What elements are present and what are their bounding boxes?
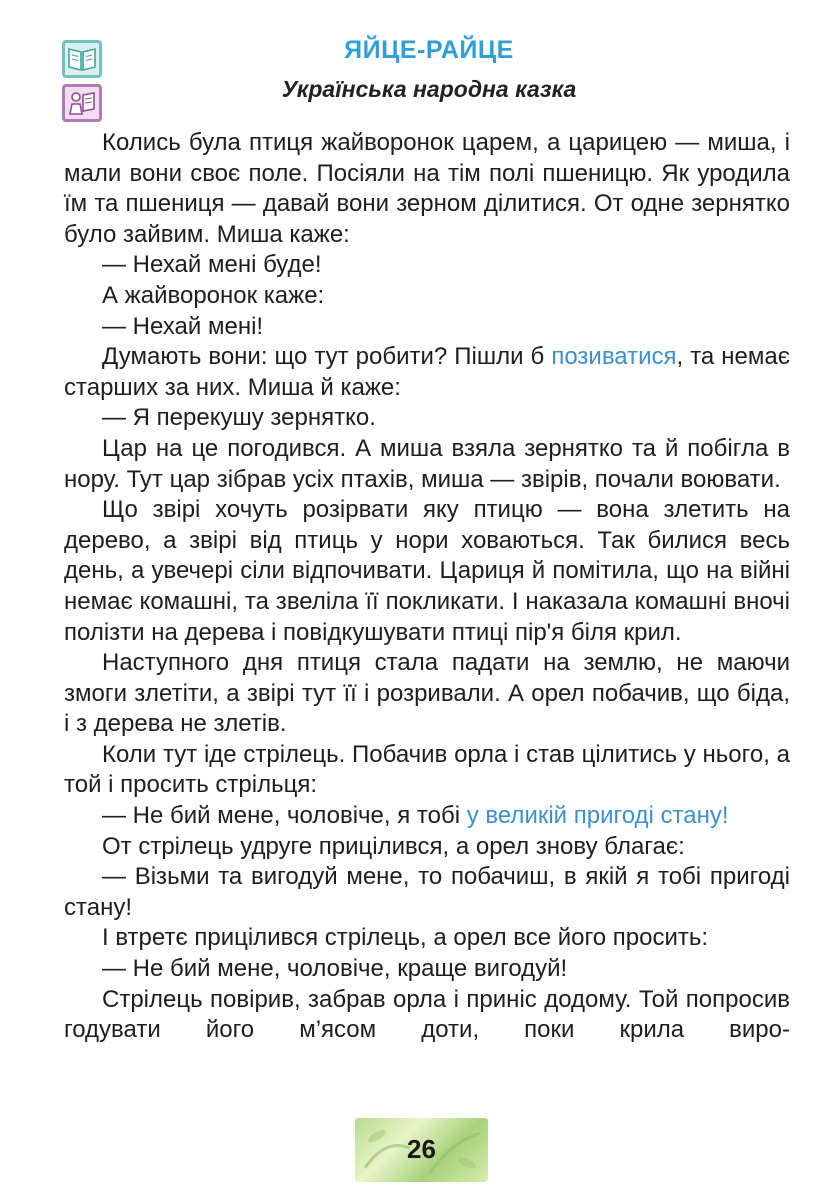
story-subtitle: Українська народна казка <box>281 76 577 102</box>
paragraph: От стрілець удруге прицілився, а орел знову благає: <box>102 832 685 860</box>
paragraph: Стрілець повірив, забрав орла і приніс додому. Той попросив годувати його м’ясом доти, поки крила виро- <box>64 985 790 1044</box>
text-segment: — Не бий мене, чоловіче, я тобі <box>102 802 467 830</box>
page-number: 26 <box>407 1134 436 1164</box>
paragraph: — Я перекушу зернятко. <box>102 404 376 432</box>
text-segment: , та немає старших за них. Миша й каже: <box>64 343 790 401</box>
paragraph: — Візьми та вигодуй мене, то побачиш, в якій я тобі пригоді стану! <box>64 863 790 921</box>
paragraph: — Нехай мені! <box>102 312 264 340</box>
text-segment: ! <box>721 802 729 830</box>
highlighted-term: позиватися <box>551 343 677 371</box>
paragraph: Колись була птиця жайворонок царем, а царицею — миша, і мали вони своє поле. Посіяли на тім полі пшеницю. Як уродила їм та пшениця — давай вони зерном ділитися. От одне зернятко було зайвим. Миша каже: <box>64 129 790 248</box>
reading-icon <box>62 84 102 122</box>
paragraph: — Не бий мене, чоловіче, краще вигодуй! <box>102 955 568 983</box>
book-icon <box>62 40 102 78</box>
paragraph: І втретє прицілився стрілець, а орел все його просить: <box>102 924 709 952</box>
story-text <box>64 128 790 1046</box>
paragraph <box>64 801 790 832</box>
text-segment: Думають вони: що тут робити? Пішли б <box>102 343 552 371</box>
highlighted-term: у великій пригоді стану <box>466 802 722 830</box>
page-number-badge <box>355 1118 488 1182</box>
paragraph: Коли тут іде стрілець. Побачив орла і став цілитись у нього, а той і просить стрільця: <box>64 740 790 799</box>
paragraph <box>64 342 790 403</box>
paragraph: Наступного дня птиця стала падати на землю, не маючи змоги злетіти, а звірі тут її і розривали. А орел побачив, що біда, і з дерева не злетів. <box>64 649 790 738</box>
story-title: ЯЙЦЕ-РАЙЦЕ <box>344 36 514 64</box>
paragraph: Цар на це погодився. А миша взяла зернятко та й побігла в нору. Тут цар зібрав усіх птахів, миша — звірів, почали воювати. <box>64 434 790 493</box>
paragraph: — Нехай мені буде! <box>102 251 322 279</box>
paragraph: Що звірі хочуть розірвати яку птицю — вона злетить на дерево, а звірі від птиць у нори ховаються. Так билися весь день, а увечері сіли відпочивати. Цариця й помітила, що на війні немає комашні, та звеліла її покликати. І наказала комашні вночі полізти на дерева і повідкушувати птиці пір'я біля крил. <box>64 496 790 646</box>
paragraph: А жайворонок каже: <box>102 281 325 309</box>
